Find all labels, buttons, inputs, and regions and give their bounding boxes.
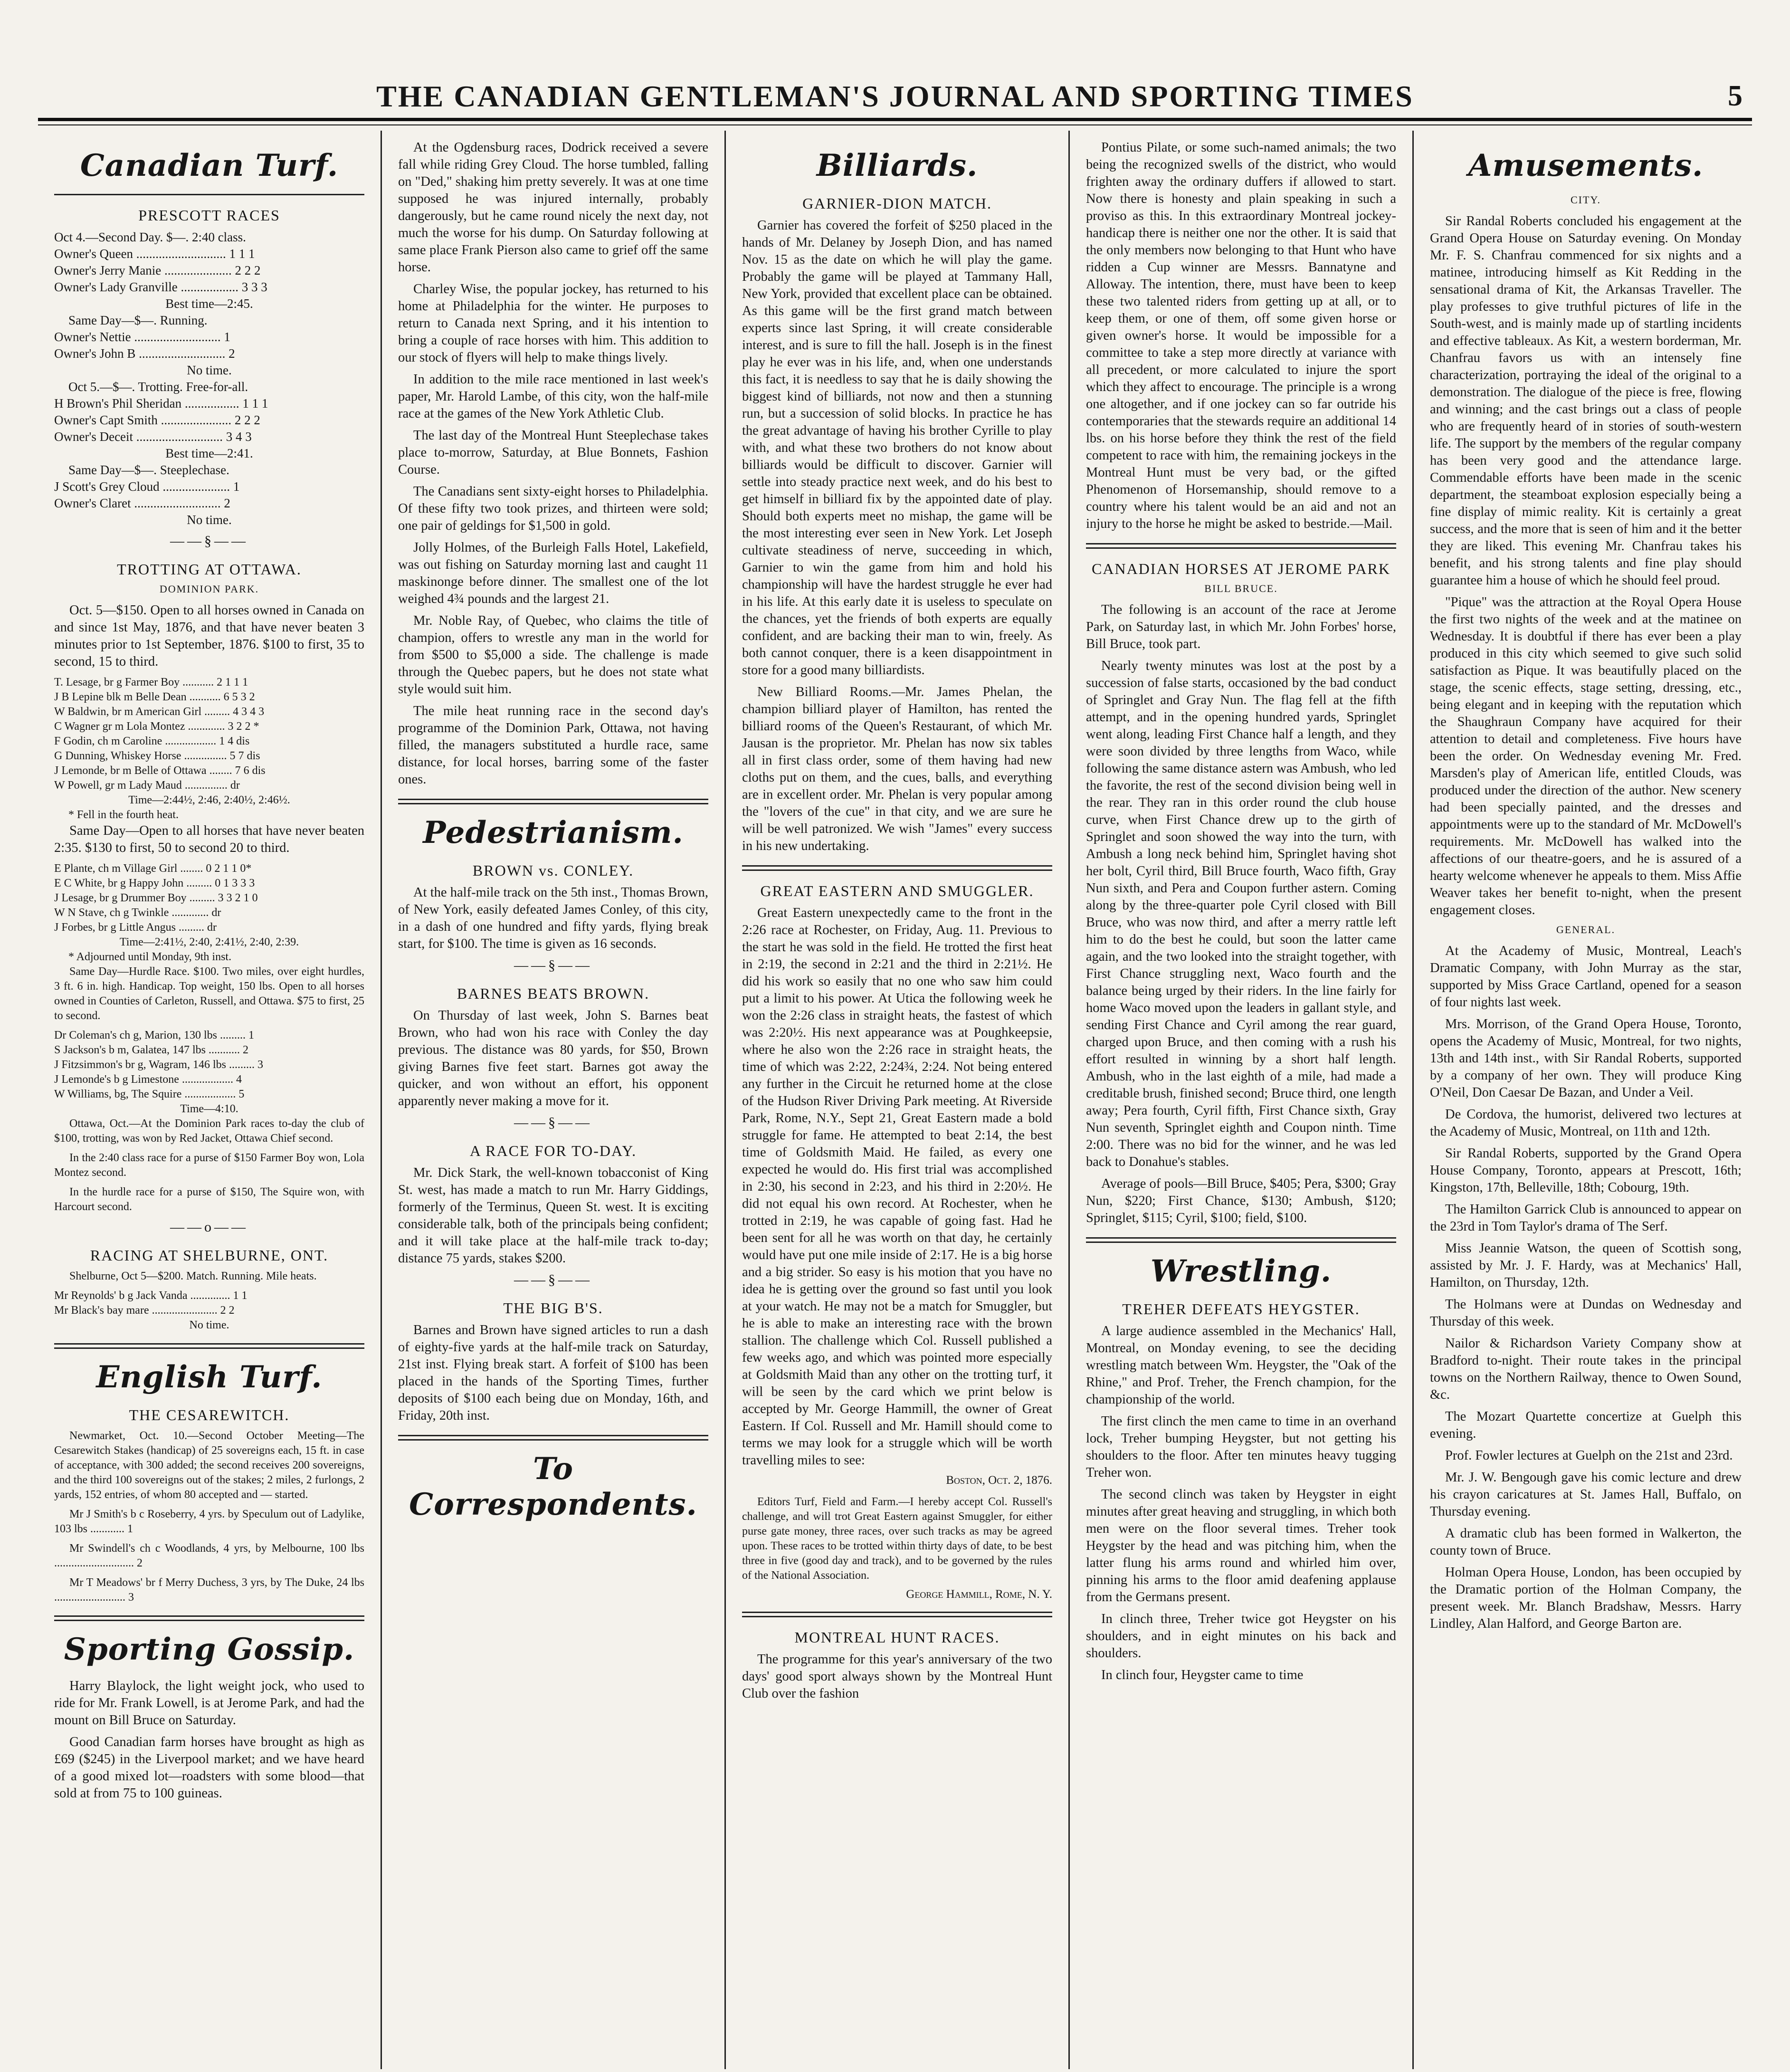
section-heading-sporting-gossip: Sporting Gossip. [64,1632,355,1667]
dateline: Boston, Oct. 2, 1876. [946,1474,1052,1487]
result-line: S Jackson's b m, Galatea, 147 lbs ........... 2 [54,1044,248,1056]
section-heading-wrestling: Wrestling. [1150,1253,1332,1289]
result-line: C Wagner gr m Lola Montez ............. 3 2 2 * [54,720,259,733]
separator: ——o—— [170,1219,248,1235]
result-line: T. Lesage, br g Farmer Boy ........... 2 1 1 1 [54,676,248,688]
section-heading-correspondents: To Correspondents. [409,1451,697,1522]
result-line: W Williams, bg, The Squire .................. 5 [54,1088,245,1100]
paragraph: Nailor & Richardson Variety Company show at Bradford to-night. Their route takes in the principal towns on the Northern Railway, thence to Owen Sound, &c. [1430,1336,1742,1402]
result-line: Oct 5.—$—. Trotting. Free-for-all. [68,380,248,394]
paragraph: In the 2:40 class race for a purse of $150 Farmer Boy won, Lola Montez second. [54,1152,364,1179]
paragraph: Pontius Pilate, or some such-named animals; the two being the recognized swells of the district, who would frighten away the ordinary duffers if allowed to start. Now there is honesty and plain speaking in such a proviso as this. In this extraordinary Montreal jockey-handicap there is neither one nor the other. It is said that the only members now belonging to that Hunt who have ridden a Cup winner are Messrs. Bannatyne and Alloway. The intention, there, must have been to keep these two talented riders from getting up at all, or to keep them, or one of them, off some given horse or given owner's horse. It would be impossible for a committee to take a step more directly at variance with all precedent, or more calculated to injure the sport which they affect to encourage. The principle is a wrong one altogether, and if one jockey can so far outride his contemporaries that the stewards require an additional 14 lbs. on his horse before they think the rest of the field competent to race with him, the remaining jockeys in the Montreal Hunt must be very bad, or the gifted Phenomenon of Horsemanship, should remove to a country where his talent would be an aid and not an injury to the horse he might be asked to bestride.—Mail. [1086,140,1396,531]
paragraph: Charley Wise, the popular jockey, has returned to his home at Philadelphia for the winter. He purposes to return to Canada next Spring, and it his intention to bring a couple of race horses with him. This addition to our stock of flyers will help to make things lively. [398,282,708,365]
article-subheading: BILL BRUCE. [1204,582,1278,594]
prescott-results [54,229,364,528]
masthead-title: THE CANADIAN GENTLEMAN'S JOURNAL AND SPORTING TIMES [376,79,1414,113]
column-1 [38,131,382,2069]
masthead-rule [38,118,1752,121]
result-line: Owner's Queen ............................ 1 1 1 [54,247,255,261]
result-line: No time. [187,513,232,527]
divider [1086,1237,1396,1243]
paragraph: The following is an account of the race at Jerome Park, on Saturday last, in which Mr. John Forbes' horse, Bill Bruce, took part. [1086,602,1396,651]
column-2 [382,131,726,2069]
result-line: Best time—2:41. [165,446,253,460]
result-line: Time—2:44½, 2:46, 2:40½, 2:46½. [128,794,290,806]
result-line: J Forbes, br g Little Angus ......... dr [54,921,217,934]
divider [742,865,1052,871]
paragraph: Jolly Holmes, of the Burleigh Falls Hotel, Lakefield, was out fishing on Saturday morning last and caught 11 maskinonge before dinner. The smallest one of the lot weighed 4¾ pounds and the largest 21. [398,540,708,606]
result-line: Same Day—$—. Steeplechase. [68,463,229,477]
paragraph: Newmarket, Oct. 10.—Second October Meeting—The Cesarewitch Stakes (handicap) of 25 sovereigns each, 15 ft. in case of acceptance, with 300 added; the second receives 200 sovereigns, and the third 100 sovereigns out of the stakes; 2 miles, 2 furlongs, 2 yards, 152 entries, of whom 80 accepted and — started. [54,1430,364,1501]
paragraph: Great Eastern unexpectedly came to the front in the 2:26 race at Rochester, on Friday, Aug. 11. Previous to the start he was sold in the field. He trotted the first heat in 2:19, the second in 2:21 and the third in 2:21½. He did his work so easily that no one who saw him could put a limit to his power. At Utica the following week he won the 2:26 class in straight heats, the fastest of which was 2:20½. His next appearance was at Poughkeepsie, where he also won the 2:26 race in straight heats, the time of which was 2:22, 2:24¾, 2:24. Not being entered any further in the Circuit he returned home at the close of the Hudson River Driving Park meeting. At Riverside Park, Rome, N.Y., Sept 21, Great Eastern made a bold struggle for fame. He attempted to beat 2:14, the best time of Goldsmith Maid. He failed, as every one expected he would do. His first trial was accomplished in 2:30, his second in 2:23, and his third in 2:20½. He did not equal his own record. At Rochester, when he trotted in 2:19, he was capable of going fast. Had he been sent for all he was worth on that day, he certainly would have put one mile inside of 2:17. He is a big horse and a big strider. So easy is his motion that you have no idea he is getting over the ground so fast until you look at your watch. He may not be a match for Smuggler, but he is able to make an interesting race with the brown stallion. The challenge which Col. Russell published a few weeks ago, and which was pointed more especially at Goldsmith Maid than any other on the trotting turf, it will be seen by the card which we print below is accepted by Mr. George Hammill, the owner of Great Eastern. If Col. Russell and Mr. Hamill should come to terms we may look for a struggle which will be worth travelling miles to see: [742,906,1052,1468]
article-heading: TREHER DEFEATS HEYGSTER. [1122,1300,1360,1318]
article-heading: THE CESAREWITCH. [129,1406,290,1423]
column-3 [726,131,1070,2069]
divider [742,1612,1052,1617]
signature: George Hammill, Rome, N. Y. [906,1588,1052,1601]
divider [1086,543,1396,549]
section-heading-english-turf: English Turf. [96,1359,323,1395]
result-line: E C White, br g Happy John ......... 0 1 3 3 3 [54,877,255,889]
paragraph: The programme for this year's anniversary of the two days' good sport always shown by the Montreal Hunt Club over the fashion [742,1652,1052,1701]
paragraph: Sir Randal Roberts, supported by the Grand Opera House Company, Toronto, appears at Prescott, 16th; Kingston, 17th, Belleville, 18th; Cobourg, 19th. [1430,1146,1742,1195]
article-heading: GARNIER-DION MATCH. [802,195,992,212]
paragraph: De Cordova, the humorist, delivered two lectures at the Academy of Music, Montreal, on 11th and 12th. [1430,1107,1742,1139]
paragraph: In addition to the mile race mentioned in last week's paper, Mr. Harold Lambe, of this city, won the half-mile race at the games of the New York Athletic Club. [398,372,708,421]
paragraph: Average of pools—Bill Bruce, $405; Pera, $300; Gray Nun, $220; First Chance, $130; Ambush, $120; Springlet, $115; Cyril, $100; field, $100. [1086,1176,1396,1225]
result-line: F Godin, ch m Caroline .................. 1 4 dis [54,735,250,747]
separator: ——§—— [514,957,592,973]
paragraph: Miss Jeannie Watson, the queen of Scottish song, assisted by Mr. J. F. Hardy, was at Mechanics' Hall, Hamilton, on Thursday, 12th. [1430,1241,1742,1290]
paragraph: Garnier has covered the forfeit of $250 placed in the hands of Mr. Delaney by Joseph Dion, and has named Nov. 15 as the date on which he will play the game. Probably the game will be played at Tammany Hall, New York, provided that excellent place can be obtained. As this game will be the first grand match between experts since last Spring, it will create considerable interest, and is sure to fill the hall. Joseph is in the finest play he ever was in his life, and, when one understands this fact, it is needless to say that he is daily showing the biggest kind of billiards, not now and then a stunning run, but a succession of solid blocks. In practice he has the great advantage of having his brother Cyrille to play with, and what these two brothers do not know about billiards would be difficult to discover. Garnier will settle into steady practice next week, and do his best to get himself in billiard fix by the appointed date of play. Should both experts meet no mishap, the game will be the most interesting ever seen in New York. Let Joseph cultivate steadiness of nerve, succeeding in which, Garnier to win the game from him and hold his championship will have the hardest struggle he ever had in his life. At this early date it is useless to speculate on the chances, yet the friends of both experts are equally confident, and are backing their man to win, freely. As both cannot conquer, there is a keen disappointment in store for a good many billiardists. [742,218,1052,678]
paragraph: At the half-mile track on the 5th inst., Thomas Brown, of New York, easily defeated James Conley, of this city, in a dash of one hundred and fifty yards, flying break start, for $100. The time is given as 16 seconds. [398,885,708,951]
column-4 [1070,131,1414,2069]
result-line: Owner's Lady Granville .................. 3 3 3 [54,280,267,294]
paragraph: New Billiard Rooms.—Mr. James Phelan, the champion billiard player of Hamilton, has rented the billiard rooms of the Queen's Restaurant, of which Mr. Jausan is the proprietor. Mr. Phelan has now six tables all in first class order, some of them having had new cloths put on them, and the cues, balls, and everything are in excellent order. Mr. Phelan is very popular among the "lovers of the cue" in that city, and we are sure he will be well patronized. We wish "James" every success in his new undertaking. [742,685,1052,853]
result-line: J Lesage, br g Drummer Boy ......... 3 3 2 1 0 [54,892,258,904]
result-line: Same Day—$—. Running. [68,313,208,327]
paragraph: On Thursday of last week, John S. Barnes beat Brown, who had won his race with Conley the day previous. The distance was 80 yards, for $50, Brown giving Barnes five feet start. Barnes got away the quicker, and won without an effort, his opponent apparently never making a move for it. [398,1008,708,1108]
paragraph: Same Day—Hurdle Race. $100. Two miles, over eight hurdles, 3 ft. 6 in. high. Handicap. Top weight, 150 lbs. Open to all horses owned in Counties of Carleton, Russell, and Ottawa. $75 to first, 25 to second. [54,965,364,1022]
paragraph: Prof. Fowler lectures at Guelph on the 21st and 23rd. [1445,1448,1733,1463]
column-5 [1414,131,1758,2069]
result-line: Owner's Nettie ........................... 1 [54,330,230,344]
article-heading: THE BIG B'S. [503,1299,603,1317]
result-entry: Mr T Meadows' br f Merry Duchess, 3 yrs, by The Duke, 24 lbs ......................... 3 [54,1576,364,1604]
result-line: G Dunning, Whiskey Horse ............... 5 7 dis [54,750,260,762]
result-line: E Plante, ch m Village Girl ........ 0 2 1 1 0* [54,862,252,875]
paragraph: Shelburne, Oct 5—$200. Match. Running. Mile heats. [69,1270,317,1282]
masthead-rule-thin [38,124,1752,125]
result-entry: Mr J Smith's b c Roseberry, 4 yrs. by Speculum out of Ladylike, 103 lbs ............ 1 [54,1508,364,1535]
paragraph: Nearly twenty minutes was lost at the post by a succession of false starts, occasioned by the bad conduct of Springlet and Gray Nun. The flag fell at the fifth attempt, and in the opening hundred yards, Springlet went along, leading First Chance half a length, and they were soon divided by three lengths from Waco, while following the same distance astern was Ambush, who led the favorite, the rest of the second division being well in the rear. They ran in this order round the club house curve, when First Chance drew up to the girth of Springlet and soon showed the way into the turn, with Ambush a long neck behind him, Springlet having shot her bolt, Cyril third, Bill Bruce fourth, Waco fifth, Gray Nun sixth, and Pera and Coupon further astern. Coming along by the three-quarter pole Cyril closed with Bill Bruce, who was now third, and after a merry rattle left him to do the best he could, but soon the latter came again, and the two looked into the straight together, with First Chance struggling next, Waco fourth and the balance being urged by their riders. In the line fairly for home Waco moved upon the leaders in gallant style, and sending First Chance and Cyril among the rear guard, charged upon Bruce, and then coming with a rush his effort resulted in winning by a short half length. Ambush, who in the last eighth of a mile, had made a creditable brush, finished second; Bruce third, one length away; Pera fourth, Cyril fifth, First Chance sixth, Gray Nun seventh, Springlet eighth and Coupon ninth. Time 2:00. There was no bid for the winner, and he was led back to Donahue's stables. [1086,659,1396,1169]
paragraph: The mile heat running race in the second day's programme of the Dominion Park, Ottawa, not having filled, the managers substituted a hurdle race, same distance, for local horses, barring some of the faster ones. [398,704,708,787]
section-heading-pedestrianism: Pedestrianism. [423,815,684,850]
result-line: W Powell, gr m Lady Maud ............... dr [54,779,240,792]
result-line: No time. [187,363,232,377]
paragraph: Mrs. Morrison, of the Grand Opera House, Toronto, opens the Academy of Music, Montreal, for two nights, 13th and 14th inst., with Sir Randal Roberts, supported by a company of her own. They will produce King O'Neil, Don Caesar De Bazan, and Under a Veil. [1430,1017,1742,1100]
paragraph: The second clinch was taken by Heygster in eight minutes after great heaving and struggling, in which both men were on the floor several times. Treher took Heygster by the head and was pitching him, when the latter flung his arms round and whirled him over, pinning his arms to the floor amid deafening applause from the Germans present. [1086,1487,1396,1604]
paragraph: The Canadians sent sixty-eight horses to Philadelphia. Of these fifty two took prizes, and thirteen were sold; one pair of geldings for $1,500 in gold. [398,484,708,533]
section-heading-billiards: Billiards. [816,148,978,183]
result-line: Owner's Claret ........................... 2 [54,496,230,510]
paragraph: Ottawa, Oct.—At the Dominion Park races to-day the club of $100, trotting, was won by Red Jacket, Ottawa Chief second. [54,1117,364,1145]
result-line: J Lemonde's b g Limestone .................. 4 [54,1073,242,1086]
paragraph: Barnes and Brown have signed articles to run a dash of eighty-five yards at the half-mile track on Saturday, 21st inst. Flying break start. A forfeit of $100 has been placed in the hands of the Sporting Times, further deposits of $100 each being due on Monday, 16th, and Friday, 20th inst. [398,1323,708,1423]
result-line: Mr Reynolds' b g Jack Vanda .............. 1 1 [54,1289,248,1302]
article-heading: RACING AT SHELBURNE, ONT. [90,1247,329,1264]
paragraph: In clinch three, Treher twice got Heygster on his shoulders, and in eight minutes on his back and shoulders. [1086,1612,1396,1661]
paragraph: Sir Randal Roberts concluded his engagement at the Grand Opera House on Saturday evening. On Monday Mr. F. S. Chanfrau commenced for six nights and a matinee, introducing himself as Kit Redding in the sensational drama of Kit, the Arkansas Traveller. The play professes to give truthful pictures of life in the South-west, and is mainly made up of startling incidents and effective tableaux. As Kit, a western borderman, Mr. Chanfrau favors us with an intensely fine characterization, portraying the ideal of the original to a demonstration. The dialogue of the piece is free, flowing and winning; and the cast brings out a class of people who are frequently heard of in stories of south-western life. The support by the members of the regular company has been very good and the attendance large. Commendable efforts have been made in the scenic department, the steamboat explosion especially being a fine display of mimic reality. Kit is certainly a great success, and the more that is seen of him and it the better they are liked. This evening Mr. Chanfrau takes his benefit, and his strong talents and fine play should guarantee him a house of which he should feel proud. [1430,214,1742,588]
divider [54,1615,364,1621]
result-line: J Fitzsimmon's br g, Wagram, 146 lbs ......... 3 [54,1059,263,1071]
result-entry: Mr Swindell's ch c Woodlands, 4 yrs, by Melbourne, 100 lbs ............................ 2 [54,1542,364,1569]
result-line: Dr Coleman's ch g, Marion, 130 lbs ......... 1 [54,1029,254,1041]
article-subheading: CITY. [1571,194,1601,206]
result-line: * Adjourned until Monday, 9th inst. [68,951,232,963]
paragraph: A dramatic club has been formed in Walkerton, the county town of Bruce. [1430,1526,1742,1558]
section-heading-canadian-turf: Canadian Turf. [80,148,339,183]
article-heading: MONTREAL HUNT RACES. [794,1629,1000,1646]
separator: ——§—— [170,533,248,549]
paragraph: The last day of the Montreal Hunt Steeplechase takes place to-morrow, Saturday, at Blue Bonnets, Fashion Course. [398,428,708,477]
result-line: Oct 4.—Second Day. $—. 2:40 class. [54,230,246,244]
result-line: Owner's Deceit ........................... 3 4 3 [54,430,252,444]
divider [398,799,708,804]
divider [54,1343,364,1349]
paragraph: At the Ogdensburg races, Dodrick received a severe fall while riding Grey Cloud. The horse tumbled, falling on "Ded," shaking him pretty severely. It was at one time supposed he was injured internally, probably dangerously, but he came round nicely the next day, not much the worse for his dump. On Saturday following at same place Frank Pierson also came to grief off the same horse. [398,140,708,275]
separator: ——§—— [514,1272,592,1288]
result-line: Owner's Capt Smith ...................... 2 2 2 [54,413,260,427]
paragraph: Mr. Dick Stark, the well-known tobacconist of King St. west, has made a match to run Mr. Harry Giddings, formerly of the Terminus, Queen St. west. It is exciting considerable talk, both of the principals being confident; and it will take place at the half-mile track to-day; distance 75 yards, stakes $200. [398,1165,708,1266]
article-heading: GREAT EASTERN AND SMUGGLER. [760,882,1034,899]
paragraph: Same Day—Open to all horses that have never beaten 2:35. $130 to first, 50 to second 20 to third. [54,823,364,855]
masthead [29,71,1761,114]
result-line: H Brown's Phil Sheridan ................. 1 1 1 [54,396,268,411]
result-line: J B Lepine blk m Belle Dean ........... 6 5 3 2 [54,691,255,703]
columns [38,131,1758,2069]
article-heading: A RACE FOR TO-DAY. [469,1142,637,1159]
paragraph: "Pique" was the attraction at the Royal Opera House the first two nights of the week and at the matinee on Wednesday. It is doubtful if there has ever been a play produced in this city which seemed to give such solid satisfaction as Pique. It was beautifully placed on the stage, the scenic effects, stage setting, dressing, etc., being elegant and in keeping with the reputation which the Shaughraun Company have acquired for their attention to detail and completeness. Five hours have been the order. On Wednesday evening Mr. Fred. Marsden's play of American life, entitled Clouds, was produced under the direction of the author. New scenery had been specially painted, and the dresses and appointments were up to the standard of Mr. McDowell's requirements. Mr. McDowell has walked into the affections of our theatre-goers, and he is assured of a hearty welcome whenever he appeals to them. Miss Affie Weaver takes her benefit to-night, when the present engagement closes. [1430,595,1742,917]
paragraph: At the Academy of Music, Montreal, Leach's Dramatic Company, with John Murray as the star, supported by Miss Grace Cartland, opened for a season of four nights last week. [1430,944,1742,1010]
article-subheading: DOMINION PARK. [159,583,259,595]
paragraph: In clinch four, Heygster came to time [1101,1668,1304,1682]
article-heading: CANADIAN HORSES AT JEROME PARK [1092,560,1390,577]
section-heading-amusements: Amusements. [1468,148,1704,183]
paragraph: Mr. J. W. Bengough gave his comic lecture and drew his crayon caricatures at St. James Hall, Buffalo, on Thursday evening. [1430,1470,1742,1519]
result-line: Owner's Jerry Manie ..................... 2 2 2 [54,263,261,277]
paragraph: The Mozart Quartette concertize at Guelph this evening. [1430,1409,1742,1441]
paragraph: The first clinch the men came to time in an overhand lock, Treher bumping Heygster, but not getting his shoulders to the floor. After ten minutes heavy tugging Treher won. [1086,1414,1396,1480]
result-line: No time. [189,1319,229,1331]
result-line: Time—2:41½, 2:40, 2:41½, 2:40, 2:39. [119,936,299,948]
article-heading: PRESCOTT RACES [138,207,280,224]
paragraph: The Holmans were at Dundas on Wednesday and Thursday of this week. [1430,1297,1742,1329]
article-heading: BARNES BEATS BROWN. [457,985,650,1002]
paragraph: Editors Turf, Field and Farm.—I hereby accept Col. Russell's challenge, and will trot Great Eastern against Smuggler, for either purse gate money, three races, over such tracks as may be agreed upon. These races to be trotted within thirty days of date, to be best three in five (good day and track), and to be governed by the rules of the National Association. [742,1496,1052,1582]
result-line: * Fell in the fourth heat. [68,809,179,821]
article-subheading: GENERAL. [1556,924,1616,936]
paragraph: Harry Blaylock, the light weight jock, who used to ride for Mr. Frank Lowell, is at Jerome Park, and had the mount on Bill Bruce on Saturday. [54,1679,364,1728]
result-line: Owner's John B ........................... 2 [54,346,235,361]
paragraph: Mr. Noble Ray, of Quebec, who claims the title of champion, offers to wrestle any man in the world for from $500 to $5,000 a side. The challenge is made through the Quebec papers, but he does not state what style would suit him. [398,613,708,697]
page-number: 5 [1728,80,1742,112]
article-heading: BROWN vs. CONLEY. [472,862,634,879]
result-line: J Lemonde, br m Belle of Ottawa ........ 7 6 dis [54,764,266,777]
paragraph: Holman Opera House, London, has been occupied by the Dramatic portion of the Holman Company, the present week. Mr. Blanch Bradshaw, Messrs. Harry Lindley, Alan Halford, and George Barton are. [1430,1565,1742,1631]
paragraph: In the hurdle race for a purse of $150, The Squire won, with Harcourt second. [54,1186,364,1213]
paragraph: The Hamilton Garrick Club is announced to appear on the 23rd in Tom Taylor's drama of The Serf. [1430,1202,1742,1234]
paragraph: Oct. 5—$150. Open to all horses owned in Canada on and since 1st May, 1876, and that have never beaten 3 minutes prior to 1st September, 1876. $100 to first, 35 to second, 15 to third. [54,603,364,669]
article-heading: TROTTING AT OTTAWA. [117,561,302,578]
result-line: Time—4:10. [180,1103,238,1115]
result-line: W N Stave, ch g Twinkle ............. dr [54,907,221,919]
paragraph: A large audience assembled in the Mechanics' Hall, Montreal, on Monday evening, to see the deciding wrestling match between Wm. Heygster, the "Oak of the Rhine," and Prof. Treher, the French champion, for the championship of the world. [1086,1324,1396,1407]
divider [54,194,364,195]
separator: ——§—— [514,1115,592,1130]
result-line: Mr Black's bay mare ....................... 2 2 [54,1304,235,1317]
divider [398,1435,708,1441]
result-line: Best time—2:45. [165,296,253,311]
paragraph: Good Canadian farm horses have brought as high as £69 ($245) in the Liverpool market; and we have heard of a good mixed lot—roadsters with some blood—that sold at from 75 to 100 guineas. [54,1735,364,1801]
result-line: J Scott's Grey Cloud ..................... 1 [54,479,240,494]
result-line: W Baldwin, br m American Girl ......... 4 3 4 3 [54,706,265,718]
